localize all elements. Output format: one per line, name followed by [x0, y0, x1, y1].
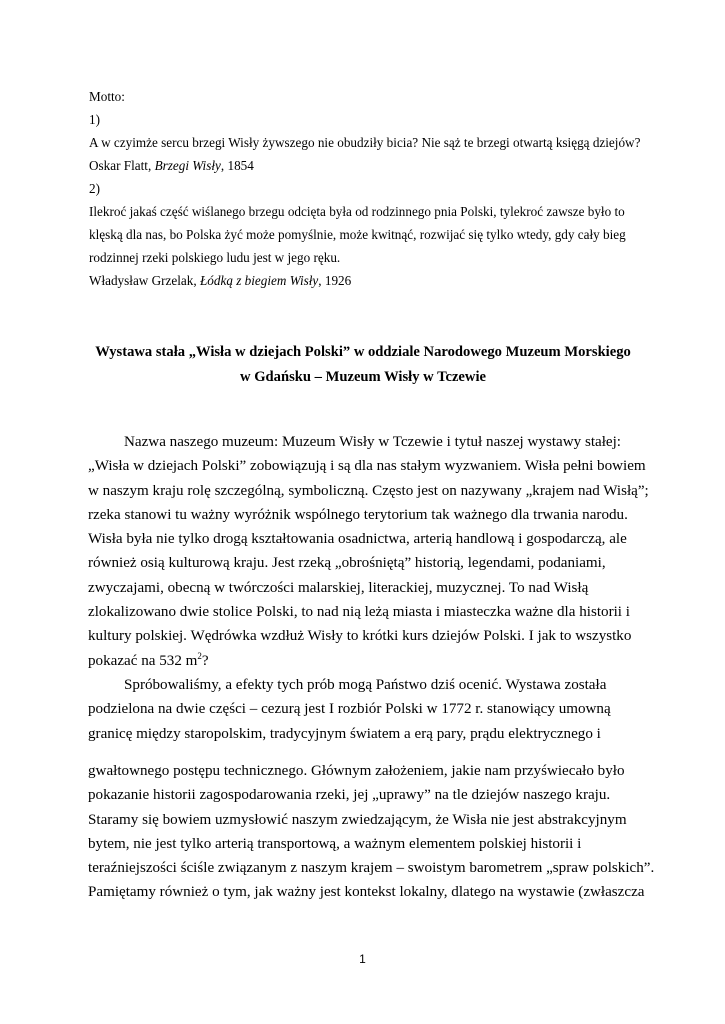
quote-2-author: Władysław Grzelak,	[89, 273, 200, 288]
body-line: podzielona na dwie części – cezurą jest I rozbiór Polski w 1772 r. stanowiący umowną	[88, 701, 611, 718]
area-question-mark: ?	[201, 652, 209, 669]
body-line: również osią kulturową kraju. Jest rzeką „obrośniętą” historią, legendami, podaniami,	[88, 555, 606, 572]
motto-label: Motto:	[89, 89, 125, 104]
quote-1-number: 1)	[89, 112, 100, 127]
body-line: teraźniejszości ściśle związanym z naszym krajem – swoistym barometrem „spraw polskich”.	[88, 860, 655, 877]
body-line: w naszym kraju rolę szczególną, symboliczną. Często jest on nazywany „krajem nad Wisłą”;	[88, 482, 649, 499]
body-line: Wisła była nie tylko drogą kształtowania osadnictwa, arterią handlową i gospodarczą, ale	[88, 531, 627, 548]
quote-2-text: Ilekroć jakaś część wiślanego brzegu odcięta była od rodzinnego pnia Polski, tylekroć zawsze było to klęską dla nas, bo Polska żyć może pomyślnie, może kwitnąć, rozwijać się tylko wtedy, gdy cały bieg rodzinnej rzeki polskiego ludu jest w jego ręku.	[89, 204, 626, 265]
body-line: bytem, nie jest tylko arterią transportową, a ważnym elementem polskiej historii i	[88, 835, 582, 852]
body-line: Pamiętamy również o tym, jak ważny jest kontekst lokalny, dlatego na wystawie (zwłaszcza	[88, 884, 645, 901]
body-line: granicę między staropolskim, tradycyjnym światem a erą pary, prądu elektrycznego i	[88, 725, 601, 742]
motto-section	[89, 85, 649, 292]
body-line: Nazwa naszego muzeum: Muzeum Wisły w Tczewie i tytuł naszej wystawy stałej:	[124, 434, 621, 450]
body-line: Staramy się bowiem uzmysłowić naszym zwiedzającym, że Wisła nie jest abstrakcyjnym	[88, 811, 627, 828]
quote-2-attribution	[89, 269, 649, 292]
page-number: 1	[359, 952, 366, 966]
article-title-line-2: w Gdańsku – Muzeum Wisły w Tczewie	[240, 369, 486, 385]
body-line: gwałtownego postępu technicznego. Głównym założeniem, jakie nam przyświecało było	[88, 763, 625, 779]
quote-2-number: 2)	[89, 181, 100, 196]
article-title	[86, 340, 640, 390]
article-title-line-1: Wystawa stała „Wisła w dziejach Polski” w oddziale Narodowego Muzeum Morskiego	[95, 344, 631, 360]
body-line: „Wisła w dziejach Polski” zobowiązują i są dla nas stałym wyzwaniem. Wisła pełni bowiem	[88, 458, 646, 475]
body-line-area	[88, 649, 648, 673]
body-line: Spróbowaliśmy, a efekty tych prób mogą Państwo dziś ocenić. Wystawa została	[124, 676, 607, 693]
quote-1-work: Brzegi Wisły	[154, 158, 221, 173]
body-line: pokazanie historii zagospodarowania rzeki, jej „uprawy” na tle dziejów naszego kraju.	[88, 787, 611, 804]
body-text-block-1	[88, 430, 648, 746]
body-line: zwyczajami, obecną w twórczości malarskiej, literackiej, muzycznej. To nad Wisłą	[88, 579, 589, 596]
area-text: pokazać na 532 m	[88, 652, 198, 669]
quote-1-attribution	[89, 154, 649, 177]
quote-2-work: Łódką z biegiem Wisły	[199, 273, 319, 288]
body-line: zlokalizowano dwie stolice Polski, to nad nią leżą miasta i miasteczka ważne dla historii i	[88, 604, 630, 621]
area-superscript: 2	[197, 650, 202, 661]
quote-1-author: Oskar Flatt,	[89, 158, 155, 173]
body-line: kultury polskiej. Wędrówka wzdłuż Wisły to krótki kurs dziejów Polski. I jak to wszystko	[88, 628, 632, 645]
quote-1-text: A w czyimże sercu brzegi Wisły żywszego nie obudziły bicia? Nie sąż te brzegi otwartą księgą dziejów?	[89, 135, 641, 150]
quote-1-year: , 1854	[220, 158, 254, 173]
body-text-block-2	[88, 759, 655, 905]
body-line: rzeka stanowi tu ważny wyróżnik wspólnego terytorium tak ważnego dla trwania narodu.	[88, 506, 628, 523]
quote-2-year: , 1926	[318, 273, 352, 288]
